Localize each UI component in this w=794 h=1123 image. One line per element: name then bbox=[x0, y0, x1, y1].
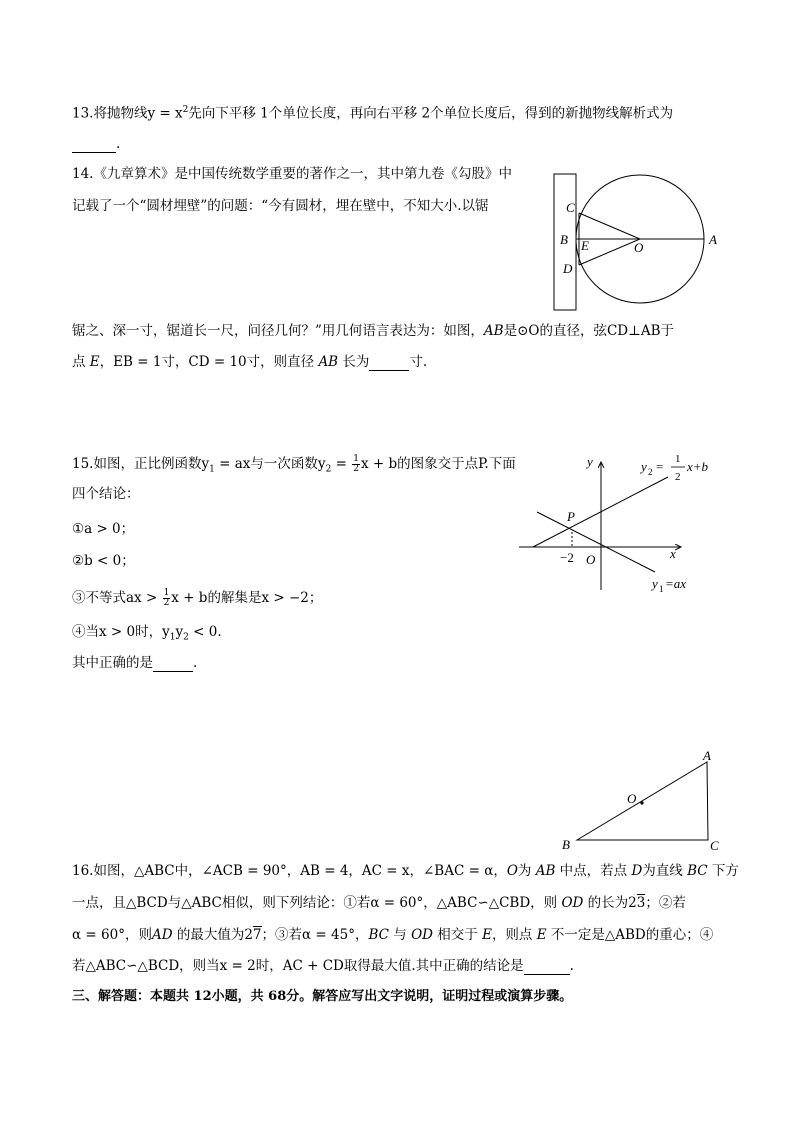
q16-text: 的长为2 bbox=[583, 895, 637, 911]
q16-text: . bbox=[569, 958, 574, 974]
q16-od: OD bbox=[411, 927, 433, 943]
q15-sub: 2 bbox=[183, 632, 189, 643]
q15-y1: y bbox=[201, 456, 210, 472]
q16-text: 不一定是△ABD的重心；④ bbox=[546, 927, 714, 943]
label-b: B bbox=[560, 232, 568, 247]
q15-line2: 四个结论： bbox=[72, 486, 140, 502]
q13-suffix: 先向下平移 1个单位长度，再向右平移 2个单位长度后，得到的新抛物线解析式为 bbox=[188, 105, 674, 122]
label-e: E bbox=[581, 238, 589, 253]
q16-text: 若△ABC∽△BCD，则当x = 2时，AC + CD取得最大值.其中正确的结论是 bbox=[72, 958, 524, 974]
q15-text: . bbox=[193, 655, 198, 671]
frac-num: 1 bbox=[353, 454, 359, 464]
q14-line2: 记载了一个“圆材埋壁”的问题：“今有圆材，埋在壁中，不知大小.以锯 bbox=[72, 198, 489, 214]
q15-text: = ax与一次函数 bbox=[214, 456, 318, 472]
q15-answer-blank[interactable] bbox=[153, 657, 193, 672]
section-3-heading: 三、解答题：本题共 12小题，共 68分。解答应写出文字说明，证明过程或演算步骤。 bbox=[72, 989, 573, 1004]
q16-bc: BC bbox=[368, 927, 389, 943]
label-x-axis: x bbox=[670, 546, 676, 561]
q16-e: E bbox=[482, 927, 492, 943]
q16-text: ；②若 bbox=[645, 895, 686, 911]
q16-text: 中，∠ACB = 90°，AB = 4，AC = x，∠BAC = α， bbox=[174, 863, 507, 879]
q16-text: 为直线 bbox=[642, 863, 688, 879]
q16-text: 与 bbox=[388, 927, 412, 943]
q14-text: 寸. bbox=[409, 354, 428, 370]
q15-eq: = bbox=[331, 456, 352, 472]
q15-y2: y bbox=[175, 624, 184, 640]
q16-text: 相交于 bbox=[432, 927, 483, 943]
label-c: C bbox=[710, 838, 719, 853]
segment-oc bbox=[579, 213, 640, 239]
l2-num: 1 bbox=[675, 453, 681, 465]
q16-text: 一点，且△BCD与△ABC相似，则下列结论：①若α = 60°，△ABC∽△CBD，则 bbox=[72, 895, 562, 911]
q16-od: OD bbox=[561, 895, 584, 911]
label-a: A bbox=[709, 232, 717, 247]
q14-e: E bbox=[89, 354, 100, 370]
q13-prefix: 13.将抛物线 bbox=[72, 105, 148, 122]
q15-text: 其中正确的是 bbox=[72, 655, 153, 671]
q14-ab: AB bbox=[318, 354, 339, 370]
l1-sub: 1 bbox=[659, 584, 664, 594]
q15-fraction bbox=[352, 455, 360, 474]
q16-line1 bbox=[72, 865, 739, 879]
l1-y: y bbox=[652, 576, 658, 591]
q15-conclusion-4 bbox=[72, 626, 222, 643]
point-o bbox=[640, 801, 643, 804]
q15-y1-sub: 1 bbox=[209, 464, 215, 475]
q14-line4 bbox=[72, 356, 427, 371]
l2-tail: x+b bbox=[687, 459, 709, 474]
label-b: B bbox=[562, 837, 570, 852]
label-o: O bbox=[627, 791, 637, 806]
q13-exponent: 2 bbox=[182, 105, 189, 115]
q13-end: . bbox=[116, 136, 121, 152]
label-y-axis: y bbox=[587, 454, 593, 469]
q16-ab: AB bbox=[535, 863, 556, 879]
q14-line1: 14.《九章算术》是中国传统数学重要的著作之一，其中第九卷《勾股》中 bbox=[72, 166, 512, 182]
q15-text: x + b的解集是x > −2； bbox=[171, 590, 323, 606]
q16-text: α = 60°，则 bbox=[72, 927, 152, 943]
q16-e: E bbox=[536, 927, 547, 943]
q16-text: 为 bbox=[517, 863, 536, 879]
q14-text: 锯之、深一寸，锯道长一尺，问径几何？”用几何语言表达为：如图， bbox=[72, 323, 484, 339]
q14-ab: AB bbox=[483, 323, 504, 339]
q14-circle-o: ⊙O bbox=[517, 323, 540, 339]
label-c: C bbox=[566, 200, 575, 215]
q16-text: ；③若α = 45°， bbox=[261, 927, 369, 943]
q16-text: 16.如图， bbox=[72, 863, 134, 879]
q15-text: < 0. bbox=[188, 624, 222, 640]
q14-text: 于 bbox=[660, 323, 674, 339]
frac-num: 1 bbox=[163, 588, 170, 598]
label-d: D bbox=[563, 261, 573, 276]
q16-sqrt3: 3 bbox=[636, 895, 646, 911]
q14-circle-figure bbox=[548, 168, 748, 318]
q16-text: 的最大值为2 bbox=[172, 927, 253, 943]
q16-d: D bbox=[631, 863, 643, 879]
q13-formula: y = x bbox=[147, 105, 183, 122]
q14-text: 是 bbox=[503, 323, 518, 339]
l2-y: y bbox=[641, 459, 647, 474]
q16-o: O bbox=[506, 863, 518, 879]
q16-bc: BC bbox=[687, 863, 708, 879]
q15-text: ④当x > 0时， bbox=[72, 624, 163, 640]
q16-text: ，则点 bbox=[491, 927, 537, 943]
q14-line3 bbox=[72, 325, 674, 339]
label-origin: O bbox=[586, 552, 596, 567]
q15-text: 15.如图，正比例函数 bbox=[72, 456, 202, 472]
q13-answer-blank[interactable] bbox=[72, 138, 116, 153]
q15-text: ③不等式ax > bbox=[72, 590, 162, 606]
q15-ask bbox=[72, 657, 197, 672]
q15-conclusion-3 bbox=[72, 589, 322, 608]
q15-text: x + b的图象交于点P.下面 bbox=[360, 456, 516, 472]
label-y1-equation bbox=[650, 576, 686, 594]
label-y2-equation bbox=[639, 453, 709, 483]
triangle-abc bbox=[577, 762, 708, 840]
q16-sqrt7: 7 bbox=[252, 927, 262, 943]
q15-graph-figure bbox=[515, 450, 725, 600]
q16-line3 bbox=[72, 929, 713, 943]
q15-y1: y bbox=[162, 624, 170, 640]
q15-conclusion-2: ②b < 0； bbox=[72, 553, 135, 569]
label-a: A bbox=[703, 748, 711, 763]
q13-line1 bbox=[72, 106, 673, 121]
q15-line1 bbox=[72, 455, 516, 475]
q16-text: 下方 bbox=[707, 863, 739, 879]
q16-text: 中点，若点 bbox=[555, 863, 632, 879]
q14-text: 点 bbox=[72, 354, 90, 370]
q14-cd-ab: CD⊥AB bbox=[606, 323, 661, 339]
q16-triangle-figure bbox=[555, 748, 735, 858]
q16-triangle: △ABC bbox=[133, 863, 175, 879]
q14-text: ，EB = 1寸，CD = 10寸，则直径 bbox=[99, 354, 319, 370]
label-o: O bbox=[634, 240, 644, 255]
q15-y2: y bbox=[317, 456, 326, 472]
q15-conclusion-1: ①a > 0； bbox=[72, 521, 135, 537]
q16-line4 bbox=[72, 960, 574, 975]
q14-answer-blank[interactable] bbox=[369, 356, 409, 371]
q16-line2 bbox=[72, 897, 686, 911]
l2-eq: = bbox=[656, 459, 664, 474]
frac-den: 2 bbox=[163, 598, 170, 608]
l2-den: 2 bbox=[675, 471, 681, 483]
q15-sub: 1 bbox=[169, 632, 176, 643]
q13-line2 bbox=[72, 138, 120, 153]
l2-sub: 2 bbox=[648, 467, 653, 477]
label-p: P bbox=[567, 509, 575, 524]
q16-ad: AD bbox=[151, 927, 173, 943]
label-neg2: −2 bbox=[560, 550, 574, 565]
line-y1 bbox=[537, 512, 655, 572]
q15-fraction bbox=[163, 589, 171, 608]
frac-den: 2 bbox=[353, 464, 359, 474]
l1-eq: =ax bbox=[665, 576, 687, 591]
q16-answer-blank[interactable] bbox=[524, 960, 570, 975]
q14-text: 的直径，弦 bbox=[539, 323, 607, 339]
q15-y2-sub: 2 bbox=[325, 464, 332, 475]
q14-text: 长为 bbox=[338, 354, 370, 370]
